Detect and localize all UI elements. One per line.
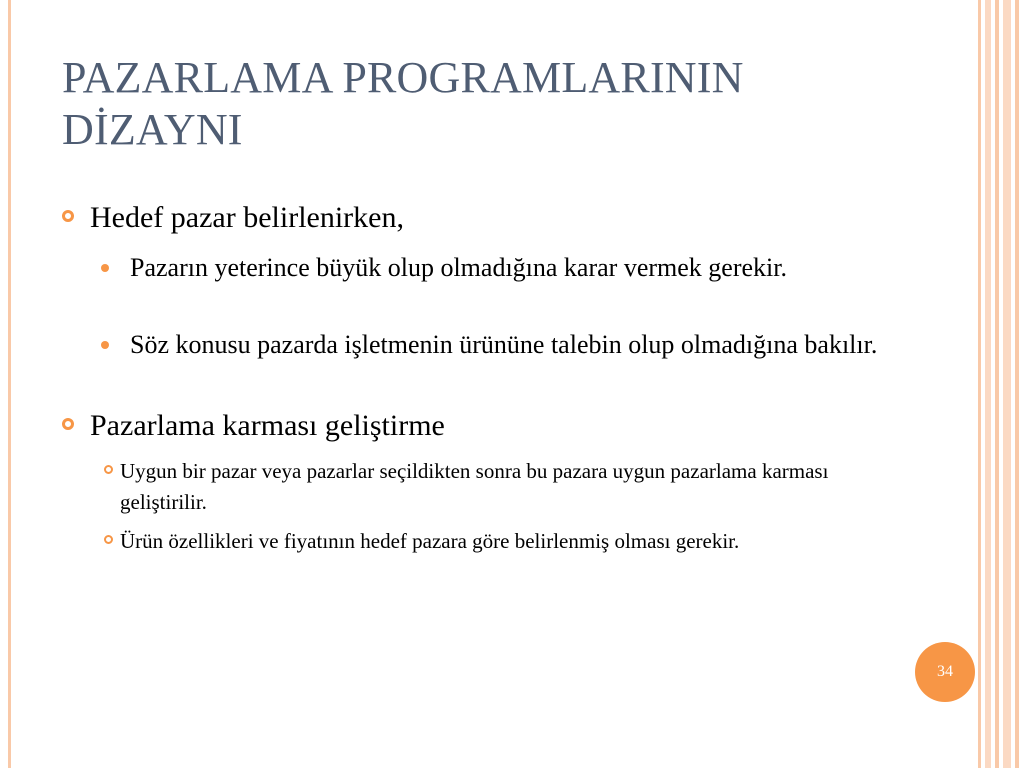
bullet-text: Pazarlama karması geliştirme: [90, 409, 445, 442]
bullet-text: Söz konusu pazarda işletmenin ürününe talebin olup olmadığına bakılır.: [130, 330, 878, 359]
right-border-stripe: [985, 0, 991, 768]
bullet-text: Pazarın yeterince büyük olup olmadığına karar vermek gerekir.: [130, 253, 787, 282]
right-border-stripe: [1003, 0, 1011, 768]
dot-bullet-icon: [101, 341, 109, 349]
slide-title: PAZARLAMA PROGRAMLARININ DİZAYNI: [62, 53, 744, 154]
right-border-stripe: [1015, 0, 1019, 768]
right-border-stripe: [995, 0, 999, 768]
dot-bullet-icon: [101, 264, 109, 272]
right-border-stripe: [978, 0, 981, 768]
bullet-text: Uygun bir pazar veya pazarlar seçildikten sonra bu pazara uygun pazarlama karması geliştirilir.: [120, 459, 829, 514]
ring-bullet-icon: [62, 418, 74, 430]
left-border-line: [8, 0, 11, 768]
bullet-text: Ürün özellikleri ve fiyatının hedef pazara göre belirlenmiş olması gerekir.: [120, 529, 740, 553]
ring-bullet-icon: [104, 535, 113, 544]
ring-bullet-icon: [62, 210, 74, 222]
bullet-text: Hedef pazar belirlenirken,: [90, 201, 404, 234]
ring-bullet-icon: [104, 465, 113, 474]
page-number-badge: 34: [915, 642, 975, 702]
